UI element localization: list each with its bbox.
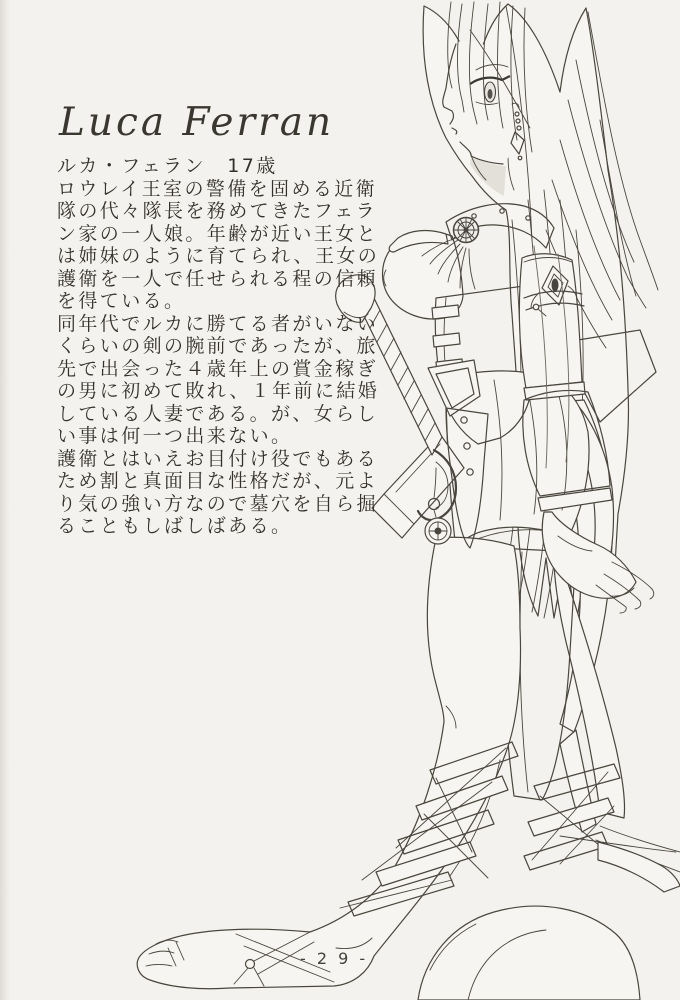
profile-line: 護衛とはいえお目付け役でもある <box>57 447 379 470</box>
profile-line: ることもしばしばある。 <box>57 515 293 537</box>
profile-line: 同年代でルカに勝てる者がいない <box>57 312 379 335</box>
page-number: - 2 9 - <box>300 949 369 968</box>
brooch <box>454 218 479 243</box>
profile-line: を得ている。 <box>57 290 186 312</box>
profile-line: ルカ・フェラン 17歳 <box>57 155 278 177</box>
profile-line: 先で出会った４歳年上の賞金稼ぎ <box>57 357 379 380</box>
profile-line: している人妻である。が、女らし <box>57 402 379 425</box>
profile-line: ロウレイ王室の警備を固める近衛 <box>57 177 378 200</box>
character-profile <box>57 100 397 538</box>
profile-line: ン家の一人娘。年齢が近い王女と <box>57 222 379 245</box>
profile-line: り気の強い方なので墓穴を自ら掘 <box>57 492 379 515</box>
profile-line: 隊の代々隊長を務めてきたフェラ <box>57 200 378 222</box>
profile-line: は姉妹のように育てられ、王女の <box>57 245 380 267</box>
profile-line: の男に初めて敗れ、１年前に結婚 <box>57 380 380 402</box>
character-name-latin: Luca Ferran <box>59 100 335 145</box>
profile-line: くらいの剣の腕前であったが、旅 <box>57 335 378 357</box>
front-leg <box>137 537 520 988</box>
profile-text <box>57 155 397 538</box>
profile-line: ため割と真面目な性格だが、元よ <box>57 470 379 492</box>
profile-line: 護衛を一人で任せられる程の信頼 <box>57 267 379 290</box>
kneeling-leg-mound <box>418 906 640 1000</box>
profile-line: い事は何一つ出来ない。 <box>57 425 293 447</box>
